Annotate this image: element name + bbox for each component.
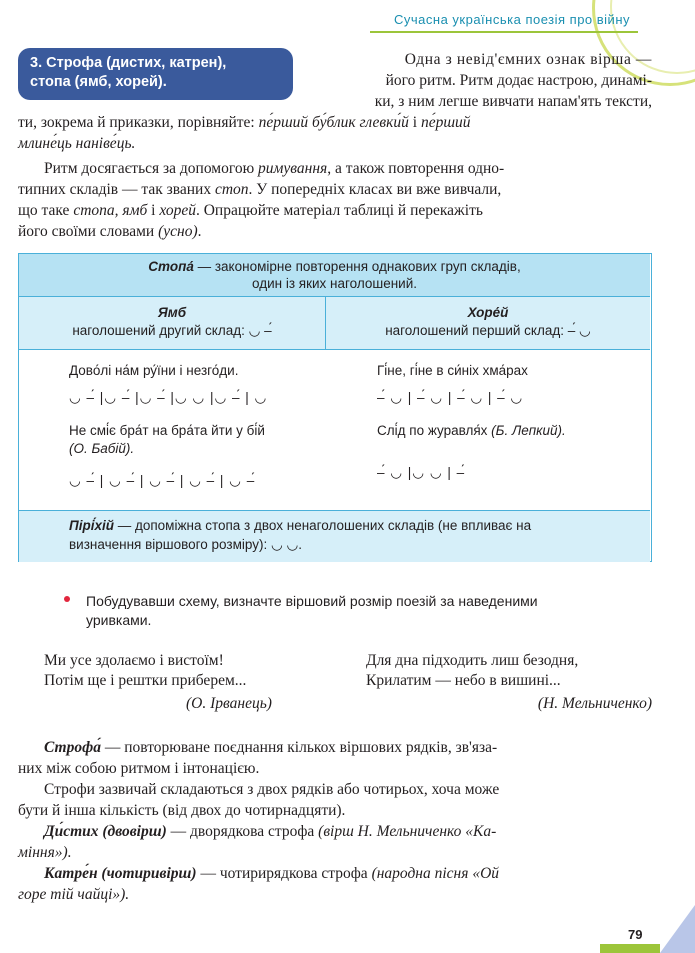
para2-l2-c: . У попередніх класах ви вже вивчали, (248, 181, 502, 198)
distich-line-1 (44, 821, 656, 842)
poem-right-author: (Н. Мельниченко) (537, 695, 652, 712)
strophe-line-1 (44, 737, 656, 758)
para2-term-trochee: хорей (159, 202, 196, 219)
foot-definition-text: — закономірне повторення однакових груп складів, (193, 259, 521, 274)
poem-left-author: (О. Ірванець) (186, 695, 272, 712)
task-line-2: уривками. (86, 612, 152, 628)
para2-term-foot-iamb: стопа, ямб (73, 202, 148, 219)
para2-l4-oral: (усно) (158, 223, 198, 240)
para2-text-a: Ритм досягається за допомогою (44, 160, 259, 177)
para2-l2-a: типних складів — так званих (18, 181, 215, 198)
para2-l3-e: . Опрацюйте матеріал таблиці й перекажіть (195, 202, 483, 219)
quatrain-term: Катре́н (чотиривірш) (44, 865, 197, 882)
intro-conj: і (408, 114, 421, 131)
poem-right-line-2: Крилатим — небо в вишині... (366, 672, 561, 689)
intro-line-2: його ритм. Ритм додає настрою, динамі- (385, 72, 652, 89)
strophe-count-line-1: Строфи зазвичай складаються з двох рядків або чотирьох, хоча може (44, 781, 500, 798)
table-row-headers (19, 297, 650, 350)
trochee-example-1: Гі́не, гі́не в си́ніх хма́рах (377, 363, 528, 378)
para2-text-c: , а також повторення одно- (327, 160, 505, 177)
strophe-definition: — повторюване поєднання кількох віршових рядків, зв'яза- (100, 739, 498, 756)
para2-l3-c: і (147, 202, 160, 219)
footer-decoration-bar (600, 944, 660, 953)
pyrrhic-line-1 (69, 517, 647, 535)
para2-line-1 (44, 158, 654, 179)
iamb-example-2: Не смі́є бра́т на бра́та йти у бі́й (69, 423, 265, 438)
task-bullet (64, 596, 72, 604)
trochee-example-2-text: Слі́д по журавля́х (377, 423, 492, 438)
table-row-examples (19, 350, 650, 510)
metre-table (18, 253, 652, 562)
iamb-scheme-1: ◡ –́ |◡ –́ |◡ –́ |◡ ◡ |◡ –́ | ◡ (69, 390, 268, 405)
footer-decoration-triangle (660, 905, 695, 953)
quatrain-line-2: горе тій чайці»). (18, 886, 130, 903)
intro-line-1: Одна з невід'ємних ознак вірша — (404, 51, 652, 68)
foot-term: Стопа́ (148, 259, 194, 274)
section-badge-line2: стопа (ямб, хорей). (30, 74, 167, 90)
section-badge-line1: 3. Строфа (дистих, катрен), (30, 55, 227, 71)
poem-right-line-1: Для дна підходить лиш безодня, (366, 652, 579, 669)
pyrrhic-term: Пірі́хій (69, 518, 114, 533)
iamb-header: Ямб (157, 305, 187, 320)
trochee-example-2-author: (Б. Лепкий). (491, 423, 566, 438)
trochee-scheme-1: –́ ◡ | –́ ◡ | –́ ◡ | –́ ◡ (377, 390, 524, 405)
table-row-pyrrhic (19, 510, 650, 562)
poem-left-line-2: Потім ще і рештки приберем... (44, 672, 247, 689)
para2-line-2 (18, 179, 658, 200)
distich-line-2: міння»). (18, 844, 72, 861)
pyrrhic-line-2: визначення віршового розміру): ◡ ◡. (69, 537, 303, 552)
running-header-title: Сучасна українська поезія про війну (394, 12, 630, 27)
task-text (86, 592, 652, 630)
intro-line-4-text: ти, зокрема й приказки, порівняйте: (18, 114, 259, 131)
header-rule (370, 31, 638, 33)
distich-reference: (вірш Н. Мельниченко «Ка- (318, 823, 497, 840)
para2-line-3 (18, 200, 658, 221)
table-row-definition (19, 254, 650, 297)
section-badge (18, 48, 293, 100)
quatrain-line-1 (44, 863, 656, 884)
pyrrhic-definition: — допоміжна стопа з двох ненаголошених складів (не впливає на (113, 518, 532, 533)
para2-term-feet: стоп (214, 181, 249, 198)
intro-line-4 (18, 112, 658, 133)
task-line-1: Побудувавши схему, визначте віршовий розмір поезій за наведеними (86, 593, 538, 609)
strophe-count-line-2: бути й інша кількість (від двох до чотирнадцяти). (18, 802, 346, 819)
foot-definition-line-2: один із яких наголошений. (252, 276, 417, 291)
para2-l4-c: . (197, 223, 202, 240)
trochee-example-2 (377, 422, 566, 440)
intro-example-1: пе́рший бу́блик глевки́й (258, 114, 409, 131)
distich-definition: — дворядкова строфа (166, 823, 319, 840)
quatrain-reference: (народна пісня «Ой (371, 865, 500, 882)
trochee-subheader: наголошений перший склад: –́ ◡ (385, 323, 591, 338)
strophe-line-2: них між собою ритмом і інтонацією. (18, 760, 260, 777)
iamb-subheader: наголошений другий склад: ◡ –́ (72, 323, 272, 338)
para2-l4-a: його своїми словами (18, 223, 159, 240)
para2-line-4 (18, 221, 202, 242)
poem-left-line-1: Ми усе здолаємо і вистоїм! (44, 652, 224, 669)
iamb-example-2-author: (О. Бабій). (69, 441, 135, 456)
intro-line-3: ки, з ним легше вивчати напам'ять тексти, (374, 93, 652, 110)
iamb-scheme-2: ◡ –́ | ◡ –́ | ◡ –́ | ◡ –́ | ◡ –́ (69, 473, 256, 488)
foot-definition-line-1 (19, 258, 650, 276)
strophe-term: Строфа́ (44, 739, 101, 756)
intro-example-2a: пе́рший (420, 114, 471, 131)
distich-term: Ди́стих (двовірш) (44, 823, 167, 840)
quatrain-definition: — чотирирядкова строфа (196, 865, 372, 882)
para2-l3-a: що таке (18, 202, 74, 219)
iamb-example-1: Дово́лі на́м ру́їни і незго́ди. (69, 363, 239, 378)
page-number: 79 (628, 927, 643, 942)
trochee-header: Хоре́й (467, 305, 509, 320)
trochee-scheme-2: –́ ◡ |◡ ◡ | –́ (377, 465, 466, 480)
para2-term-rhyming: римування (258, 160, 328, 177)
intro-line-5: млине́ць наніве́ць. (18, 135, 136, 152)
